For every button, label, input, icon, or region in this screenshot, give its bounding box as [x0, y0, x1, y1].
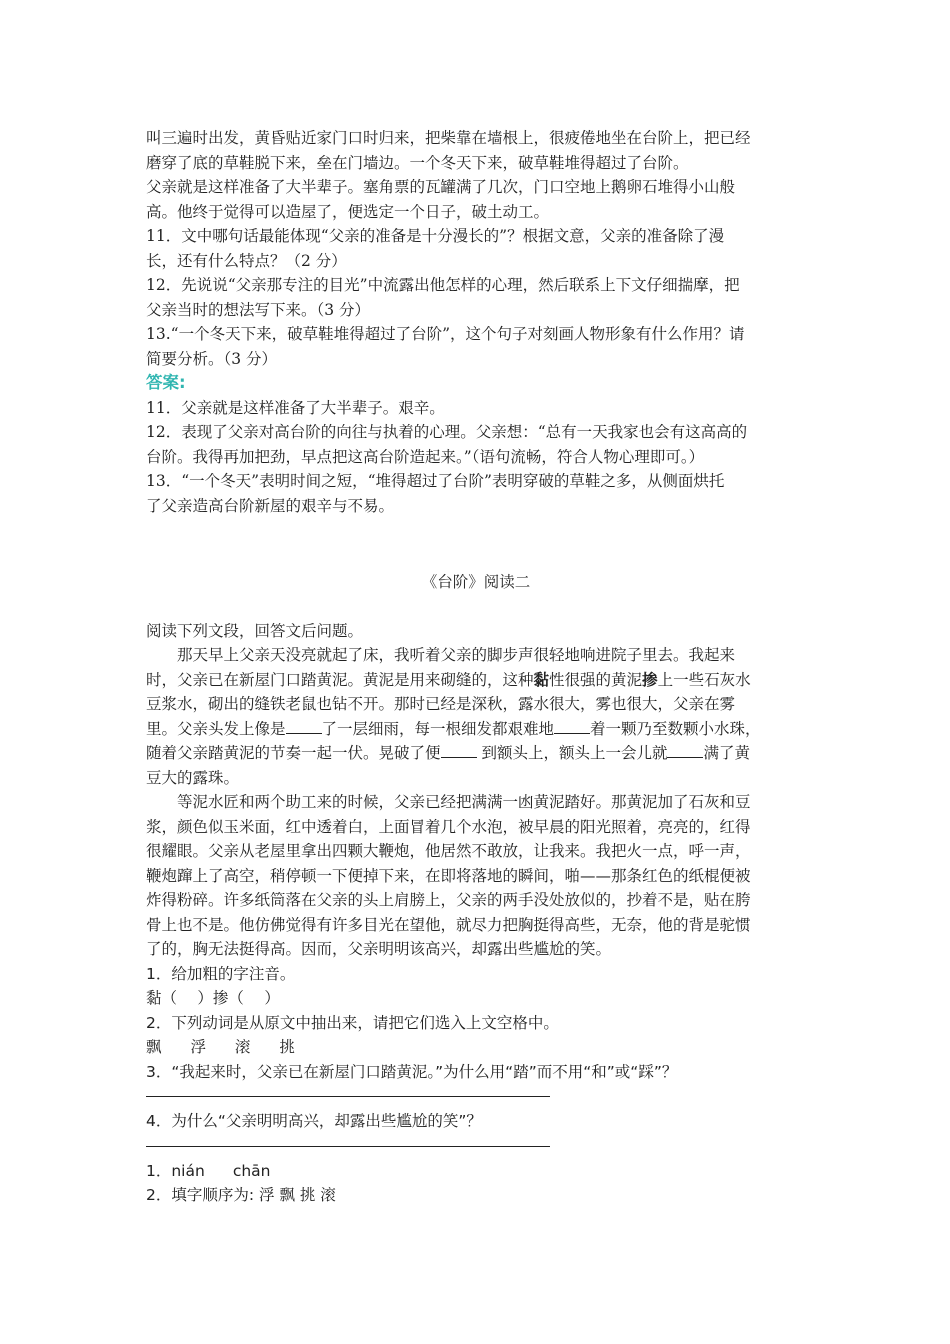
answer-2: 2．填字顺序为: 浮 飘 挑 滚 — [146, 1186, 336, 1204]
intro-line: 阅读下列文段，回答文后问题。 — [146, 621, 364, 640]
fill-blank — [441, 743, 477, 758]
question-12-cont: 父亲当时的想法写下来。（3 分） — [146, 300, 371, 319]
paragraph-2-line: 了的，胸无法挺得高。因而，父亲明明该高兴，却露出些尴尬的笑。 — [146, 940, 612, 958]
question-2: 2．下列动词是从原文中抽出来，请把它们选入上文空格中。 — [146, 1013, 559, 1032]
question-12: 12．先说说“父亲那专注的目光”中流露出他怎样的心理，然后联系上下文仔细揣摩，把 — [146, 276, 740, 294]
word-item: 滚 — [234, 1038, 251, 1056]
paragraph-2-line: 鞭炮蹿上了高空，稍停顿一下便掉下来，在即将落地的瞬间，啪——那条红色的纸棍便被 — [146, 866, 751, 885]
paragraph-2-line: 浆，颜色似玉米面，红中透着白，上面冒着几个水泡，被早晨的阳光照着，亮亮的，红得 — [146, 817, 751, 836]
part2-text — [146, 619, 806, 1208]
part1-answers — [146, 396, 806, 519]
question-1: 1．给加粗的字注音。 — [146, 964, 296, 983]
answer-line: 台阶。我得再加把劲，早点把这高台阶造起来。”（语句流畅，符合人物心理即可。） — [146, 447, 705, 466]
bold-char-nian: 黏 — [533, 670, 550, 689]
answer-1-pinyin: chān — [232, 1161, 271, 1180]
question-11: 11．文中哪句话最能体现“父亲的准备是十分漫长的”？根据文意，父亲的准备除了漫 — [146, 227, 725, 245]
text-line: 高。他终于觉得可以造屋了，便选定一个日子，破土动工。 — [146, 202, 550, 221]
paragraph-1-line: 随着父亲踏黄泥的节奏一起一伏。晃破了便 到额头上，额头上一会儿就 满了黄 — [146, 744, 750, 762]
text-line: 父亲就是这样准备了大半辈子。塞角票的瓦罐满了几次，门口空地上鹅卵石堆得小山般 — [146, 178, 736, 196]
question-13-cont: 简要分析。（3 分） — [146, 349, 278, 368]
word-item: 飘 — [146, 1038, 162, 1056]
paragraph-1-line: 时，父亲已在新屋门口踏黄泥。黄泥是用来砌缝的，这种黏性很强的黄泥掺上一些石灰水 — [146, 670, 751, 689]
answer-1 — [146, 1159, 806, 1184]
paragraph-2-line: 等泥水匠和两个助工来的时候，父亲已经把满满一凼黄泥踏好。那黄泥加了石灰和豆 — [177, 793, 751, 811]
fill-blank — [286, 719, 322, 734]
word-item: 挑 — [279, 1038, 295, 1056]
answer-underline — [146, 1134, 550, 1147]
answer-line: 了父亲造高台阶新屋的艰辛与不易。 — [146, 496, 395, 515]
question-4: 4．为什么“父亲明明高兴，却露出些尴尬的笑”？ — [146, 1112, 482, 1130]
paragraph-2-line: 骨上也不是。他仿佛觉得有许多目光在望他，就尽力把胸挺得高些，无奈，他的背是驼惯 — [146, 915, 751, 934]
answer-1-pinyin: 1．nián — [146, 1161, 205, 1180]
word-item: 浮 — [190, 1038, 206, 1056]
part1-text — [146, 126, 806, 371]
section-title: 《台阶》阅读二 — [421, 573, 531, 591]
paragraph-1-line: 里。父亲头发上像是 了一层细雨，每一根细发都艰难地 着一颗乃至数颗小水珠， — [146, 719, 761, 738]
question-3: 3．“我起来时，父亲已在新屋门口踏黄泥。”为什么用“踏”而不用“和”或“踩”？ — [146, 1062, 678, 1081]
paragraph-1-line: 豆大的露珠。 — [146, 768, 240, 787]
answer-line: 12．表现了父亲对高台阶的向往与执着的心理。父亲想：“总有一天我家也会有这高高的 — [146, 423, 748, 441]
fill-blank — [554, 719, 590, 734]
fill-blank — [667, 743, 703, 758]
answer-underline — [146, 1084, 550, 1097]
text-line: 磨穿了底的草鞋脱下来，垒在门墙边。一个冬天下来，破草鞋堆得超过了台阶。 — [146, 153, 689, 172]
paragraph-1-line: 那天早上父亲天没亮就起了床，我听着父亲的脚步声很轻地响进院子里去。我起来 — [177, 646, 736, 664]
paragraph-1-line: 豆浆水，砌出的缝铁老鼠也钻不开。那时已经是深秋，露水很大，雾也很大，父亲在雾 — [146, 695, 736, 713]
bold-char-chan: 掺 — [642, 670, 658, 689]
document-page — [146, 126, 806, 1208]
paragraph-2-line: 很耀眼。父亲从老屋里拿出四颗大鞭炮，他居然不敢放，让我来。我把火一点，呼一声， — [146, 842, 751, 860]
word-list — [146, 1035, 806, 1060]
question-1-items: 黏（ ）掺（ ） — [146, 989, 280, 1007]
paragraph-2-line: 炸得粉碎。许多纸筒落在父亲的头上肩膀上，父亲的两手没处放似的，抄着不是，贴在胯 — [146, 891, 751, 909]
text-line: 叫三遍时出发，黄昏贴近家门口时归来，把柴靠在墙根上，很疲倦地坐在台阶上，把已经 — [146, 129, 751, 147]
question-11-cont: 长，还有什么特点？（2 分） — [146, 251, 347, 270]
question-13: 13.“一个冬天下来，破草鞋堆得超过了台阶”，这个句子对刻画人物形象有什么作用？请 — [146, 325, 745, 343]
answer-line: 11．父亲就是这样准备了大半辈子。艰辛。 — [146, 398, 445, 417]
answer-line: 13．“一个冬天”表明时间之短，“堆得超过了台阶”表明穿破的草鞋之多，从侧面烘托 — [146, 472, 725, 490]
answer-label: 答案: — [146, 373, 186, 392]
